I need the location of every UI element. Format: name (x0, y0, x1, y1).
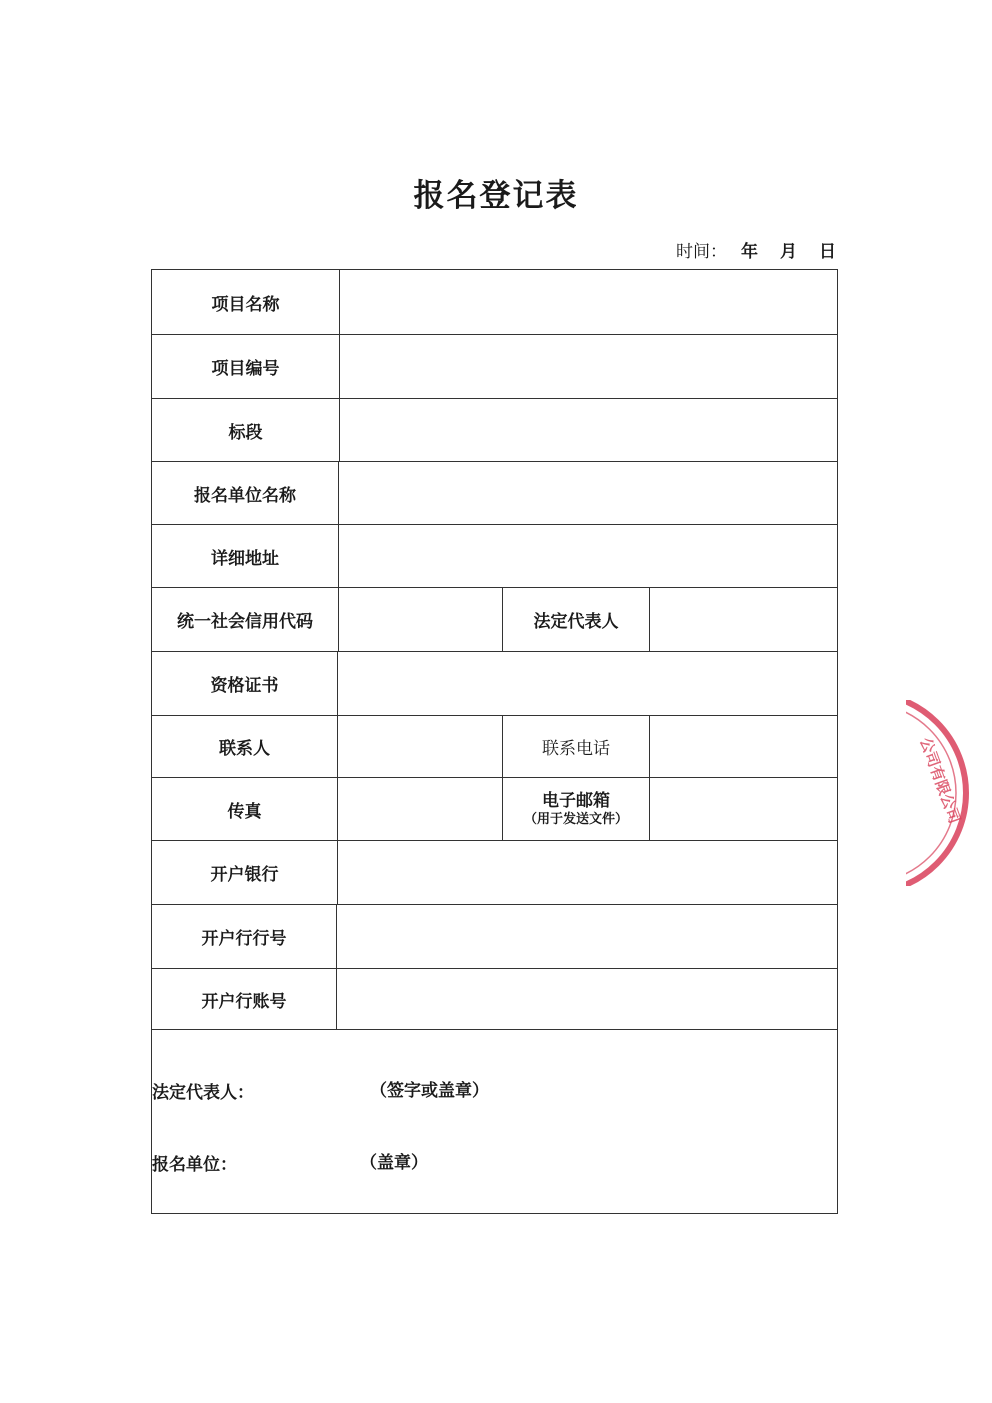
project-name-field[interactable] (340, 270, 837, 334)
project-name-label: 项目名称 (152, 270, 340, 334)
section-field[interactable] (340, 399, 837, 461)
row-qualification (152, 652, 837, 716)
fax-field[interactable] (338, 778, 503, 840)
email-sub-label: （用于发送文件） (523, 811, 628, 827)
bank-code-label: 开户行行号 (152, 905, 337, 968)
project-number-label: 项目编号 (152, 335, 340, 398)
email-field[interactable] (650, 778, 837, 840)
row-contact (152, 716, 837, 778)
company-seal (906, 700, 976, 886)
row-bank-account (152, 969, 837, 1030)
row-bank (152, 841, 837, 905)
row-address (152, 525, 837, 588)
company-name-field[interactable] (339, 462, 837, 524)
date-month: 月 (780, 242, 797, 262)
email-label-wrap (524, 790, 628, 829)
credit-code-field[interactable] (339, 588, 503, 651)
signature-block (152, 1030, 837, 1213)
legal-rep-field[interactable] (650, 588, 837, 651)
fax-label: 传真 (152, 778, 338, 840)
legal-rep-sign-hint[interactable]: （签字或盖章） (370, 1081, 489, 1101)
qualification-label: 资格证书 (152, 652, 338, 715)
bank-account-label: 开户行账号 (152, 969, 337, 1029)
page-title: 报名登记表 (413, 178, 579, 214)
credit-code-label: 统一社会信用代码 (152, 588, 339, 651)
bank-code-field[interactable] (337, 905, 837, 968)
company-sign-label: 报名单位： (152, 1155, 237, 1175)
legal-rep-label: 法定代表人 (503, 588, 650, 651)
date-line (676, 237, 836, 262)
phone-label: 联系电话 (503, 716, 650, 777)
phone-field[interactable] (650, 716, 837, 777)
address-field[interactable] (339, 525, 837, 587)
section-label: 标段 (152, 399, 340, 461)
row-company-name (152, 462, 837, 525)
bank-label: 开户银行 (152, 841, 338, 904)
email-label: 电子邮箱 (541, 790, 610, 811)
contact-label: 联系人 (152, 716, 338, 777)
bank-field[interactable] (338, 841, 837, 904)
row-section (152, 399, 837, 462)
contact-field[interactable] (338, 716, 503, 777)
project-number-field[interactable] (340, 335, 837, 398)
row-project-name (152, 270, 837, 335)
date-year: 年 (741, 242, 758, 262)
row-credit-code (152, 588, 837, 652)
row-bank-code (152, 905, 837, 969)
seal-text: 公司有限公司 (916, 735, 964, 826)
bank-account-field[interactable] (337, 969, 837, 1029)
registration-form (151, 269, 838, 1214)
company-sign-hint[interactable]: （盖章） (360, 1153, 428, 1173)
date-label: 时间： (676, 242, 727, 262)
date-day: 日 (819, 242, 836, 262)
email-label-cell (503, 778, 650, 840)
seal-graphic (906, 700, 976, 886)
row-project-number (152, 335, 837, 399)
qualification-field[interactable] (338, 652, 837, 715)
legal-rep-sign-label: 法定代表人： (152, 1083, 254, 1103)
row-fax (152, 778, 837, 841)
address-label: 详细地址 (152, 525, 339, 587)
company-name-label: 报名单位名称 (152, 462, 339, 524)
